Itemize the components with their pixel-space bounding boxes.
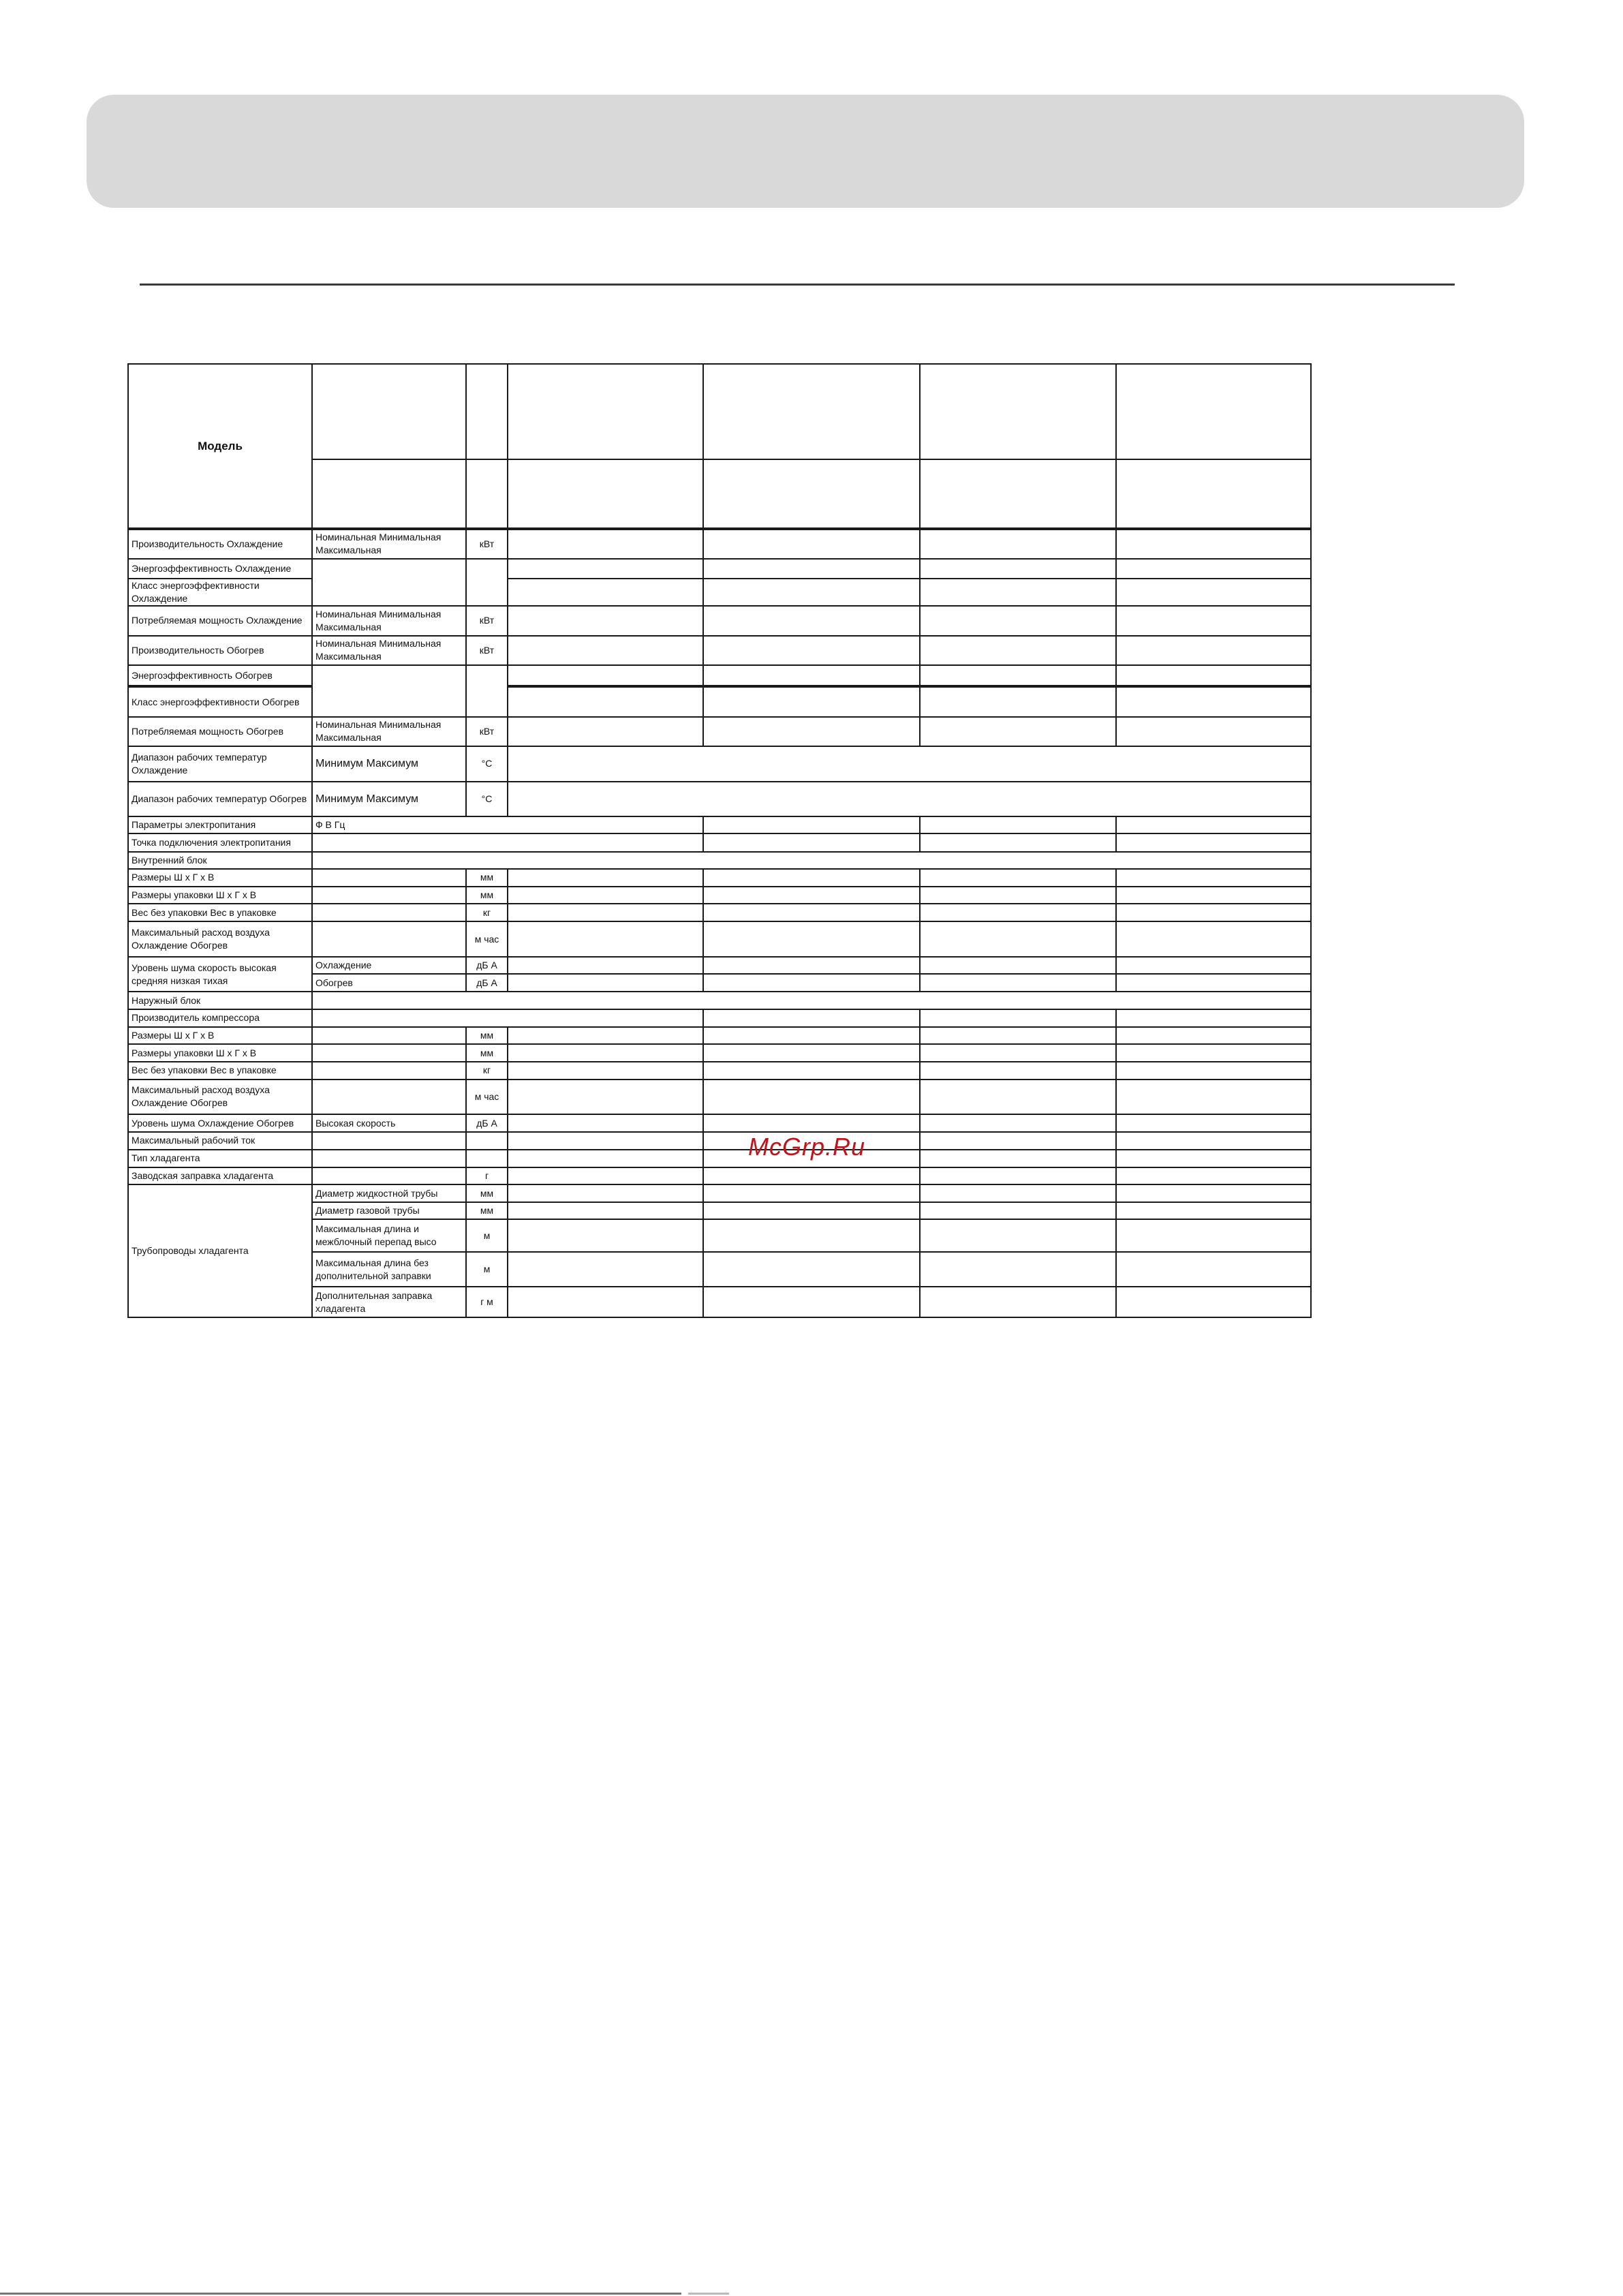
row-unit: кВт — [466, 636, 508, 665]
row-condition: Обогрев — [312, 974, 466, 992]
spec-table — [127, 363, 1312, 1318]
row-unit: дБ А — [466, 957, 508, 974]
row-condition: Номинальная Минимальная Максимальная — [312, 606, 466, 635]
row-label: Потребляемая мощность Охлаждение — [128, 606, 312, 635]
table-row — [128, 579, 1311, 606]
table-row — [128, 1027, 1311, 1044]
row-condition: Минимум Максимум — [312, 782, 466, 816]
row-condition: Высокая скорость — [312, 1114, 466, 1132]
row-unit: м час — [466, 921, 508, 956]
header-banner — [87, 95, 1524, 208]
row-unit: г — [466, 1167, 508, 1184]
row-condition: Максимальная длина и межблочный перепад высо — [312, 1219, 466, 1251]
footer-rule — [0, 2293, 681, 2295]
row-label: Энергоэффективность Охлаждение — [128, 559, 312, 579]
row-unit: м час — [466, 1080, 508, 1114]
row-unit: м — [466, 1219, 508, 1251]
table-row — [128, 1080, 1311, 1114]
row-condition: Диаметр газовой трубы — [312, 1202, 466, 1219]
row-unit: кг — [466, 904, 508, 921]
model-name-cell — [1116, 364, 1311, 459]
row-label: Размеры Ш x Г x В — [128, 869, 312, 887]
section-indoor: Внутренний блок — [128, 852, 312, 869]
row-unit: кВт — [466, 529, 508, 558]
table-row — [128, 782, 1311, 816]
table-row — [128, 529, 1311, 558]
table-row — [128, 833, 1311, 851]
row-label: Максимальный расход воздуха Охлаждение Обогрев — [128, 1080, 312, 1114]
title-rule — [140, 284, 1455, 286]
row-label: Точка подключения электропитания — [128, 833, 312, 851]
model-name-cell — [703, 364, 920, 459]
row-label: Производительность Охлаждение — [128, 529, 312, 558]
row-unit: мм — [466, 869, 508, 887]
table-row — [128, 957, 1311, 974]
table-row — [128, 665, 1311, 686]
row-label: Тип хладагента — [128, 1150, 312, 1167]
table-row — [128, 904, 1311, 921]
row-label: Параметры электропитания — [128, 816, 312, 833]
model-code-cell — [920, 459, 1116, 529]
table-row — [128, 1044, 1311, 1062]
row-label: Производитель компрессора — [128, 1009, 312, 1027]
row-unit: кВт — [466, 606, 508, 635]
row-label: Максимальный расход воздуха Охлаждение Обогрев — [128, 921, 312, 956]
row-condition: Дополнительная заправка хладагента — [312, 1287, 466, 1317]
row-condition: Диаметр жидкостной трубы — [312, 1184, 466, 1202]
row-unit: кВт — [466, 717, 508, 746]
watermark-text: McGrp.Ru — [748, 1133, 866, 1161]
table-row — [128, 1150, 1311, 1167]
row-label: Класс энергоэффективности Охлаждение — [128, 579, 312, 606]
table-row — [128, 816, 1311, 833]
model-name-cell — [920, 364, 1116, 459]
row-unit: мм — [466, 887, 508, 904]
row-condition: Номинальная Минимальная Максимальная — [312, 717, 466, 746]
table-row — [128, 364, 1311, 459]
row-label: Уровень шума скорость высокая средняя низкая тихая — [128, 957, 312, 992]
table-row — [128, 1114, 1311, 1132]
row-condition: Охлаждение — [312, 957, 466, 974]
row-label: Производительность Обогрев — [128, 636, 312, 665]
model-code-cell — [508, 459, 703, 529]
table-row — [128, 1184, 1311, 1202]
row-label: Потребляемая мощность Обогрев — [128, 717, 312, 746]
row-condition: Минимум Максимум — [312, 746, 466, 781]
model-code-cell — [703, 459, 920, 529]
row-condition: Максимальная длина без дополнительной заправки — [312, 1252, 466, 1287]
table-row — [128, 746, 1311, 781]
row-unit: мм — [466, 1184, 508, 1202]
table-row — [128, 1009, 1311, 1027]
model-header: Модель — [128, 364, 312, 529]
row-unit: кг — [466, 1062, 508, 1079]
row-unit: °C — [466, 782, 508, 816]
row-condition: Номинальная Минимальная Максимальная — [312, 529, 466, 558]
row-unit: °C — [466, 746, 508, 781]
row-unit: мм — [466, 1202, 508, 1219]
footer-rule-segment — [688, 2293, 729, 2295]
row-label: Уровень шума Охлаждение Обогрев — [128, 1114, 312, 1132]
row-label: Максимальный рабочий ток — [128, 1132, 312, 1149]
row-unit: г м — [466, 1287, 508, 1317]
row-label: Энергоэффективность Обогрев — [128, 665, 312, 686]
table-row — [128, 1167, 1311, 1184]
row-label: Размеры упаковки Ш x Г x В — [128, 1044, 312, 1062]
table-row — [128, 717, 1311, 746]
row-label: Диапазон рабочих температур Охлаждение — [128, 746, 312, 781]
table-row — [128, 686, 1311, 716]
row-label: Диапазон рабочих температур Обогрев — [128, 782, 312, 816]
row-condition: Номинальная Минимальная Максимальная — [312, 636, 466, 665]
table-row — [128, 1132, 1311, 1149]
row-unit: мм — [466, 1044, 508, 1062]
row-condition: Ф В Гц — [312, 816, 703, 833]
row-label: Вес без упаковки Вес в упаковке — [128, 904, 312, 921]
model-code-cell — [1116, 459, 1311, 529]
table-row — [128, 1062, 1311, 1079]
row-label: Заводская заправка хладагента — [128, 1167, 312, 1184]
row-unit: м — [466, 1252, 508, 1287]
row-label: Трубопроводы хладагента — [128, 1184, 312, 1317]
row-label: Вес без упаковки Вес в упаковке — [128, 1062, 312, 1079]
table-row — [128, 606, 1311, 635]
section-outdoor: Наружный блок — [128, 992, 312, 1009]
table-row — [128, 559, 1311, 579]
table-row — [128, 852, 1311, 869]
row-label: Класс энергоэффективности Обогрев — [128, 686, 312, 716]
row-unit: дБ А — [466, 974, 508, 992]
table-row — [128, 887, 1311, 904]
model-name-cell — [508, 364, 703, 459]
table-row — [128, 921, 1311, 956]
table-row — [128, 636, 1311, 665]
row-unit: дБ А — [466, 1114, 508, 1132]
row-unit: мм — [466, 1027, 508, 1044]
table-row — [128, 992, 1311, 1009]
row-label: Размеры упаковки Ш x Г x В — [128, 887, 312, 904]
table-row — [128, 869, 1311, 887]
row-label: Размеры Ш x Г x В — [128, 1027, 312, 1044]
